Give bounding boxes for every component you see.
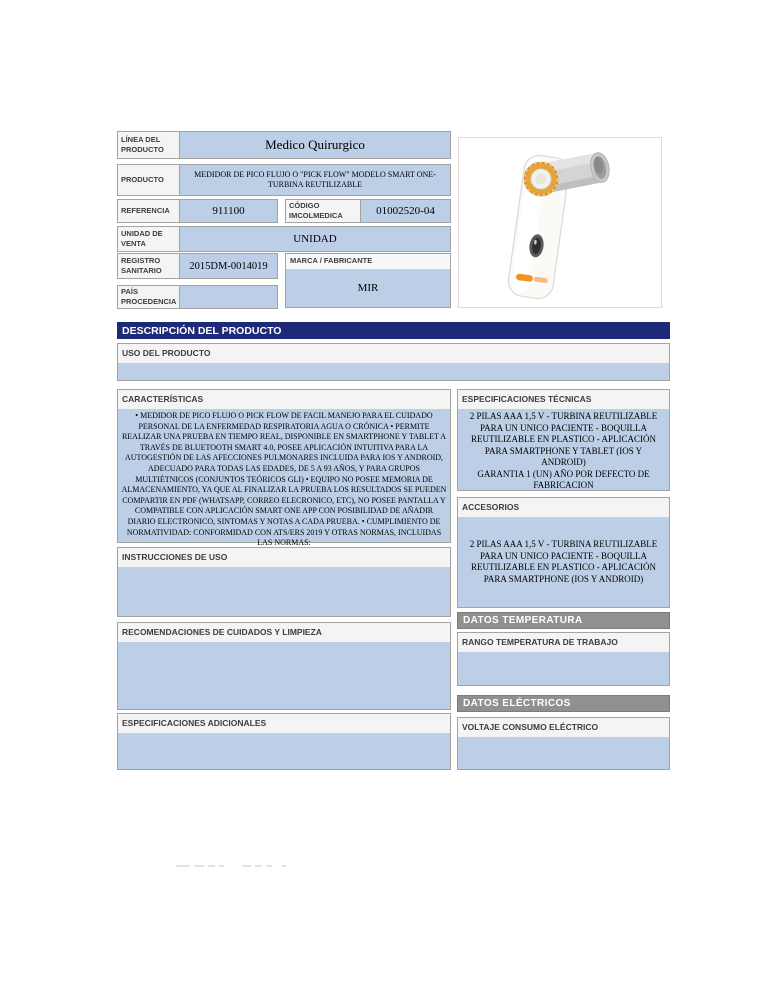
adicionales-label: ESPECIFICACIONES ADICIONALES bbox=[118, 714, 450, 733]
producto-label: PRODUCTO bbox=[118, 165, 180, 195]
adicionales-value bbox=[118, 733, 450, 769]
linea-label: LÍNEA DEL PRODUCTO bbox=[118, 132, 180, 158]
accesorios-label: ACCESORIOS bbox=[458, 498, 669, 517]
codigo-label: CÓDIGO IMCOLMEDICA bbox=[286, 200, 361, 222]
referencia-value: 911100 bbox=[212, 205, 245, 217]
datos-temperatura-bar bbox=[457, 612, 670, 629]
descripcion-header-bar bbox=[117, 322, 670, 339]
rango-temperatura-label: RANGO TEMPERATURA DE TRABAJO bbox=[458, 633, 669, 652]
table-row bbox=[117, 253, 278, 279]
uso-label: USO DEL PRODUCTO bbox=[118, 344, 669, 363]
registro-value: 2015DM-0014019 bbox=[189, 260, 268, 272]
unidad-label: UNIDAD DE VENTA bbox=[118, 227, 180, 251]
caracteristicas-section bbox=[117, 389, 451, 548]
marca-fabricante-box bbox=[285, 253, 451, 308]
unidad-value: UNIDAD bbox=[293, 233, 337, 245]
registro-label: REGISTRO SANITARIO bbox=[118, 254, 180, 278]
accesorios-section bbox=[457, 497, 670, 608]
caracteristicas-value: • MEDIDOR DE PICO FLUJO O PICK FLOW DE FACIL MANEJO PARA EL CUIDADO PERSONAL DE LA ENFERMEDAD RESPIRATORIA AGUA O CRÓNICA • PERMITE REALIZAR UNA PRUEBA EN TIEMPO REAL, DISPONIBLE EN SMARTPHONE Y TABLET A TRAVÉS DE BLUETOOTH SMART 4.0, POSEE APLICACIÓN INTUITIVA PARA LA AUTOGESTIÓN DE LAS AFECCIONES PULMONARES INCLUIDA PARA IOS Y ANDROID, ADECUADO PARA TODAS LAS EDADES, DE 5 A 93 AÑOS, Y PARA GRUPOS MULTIÉTNICOS (CONJUNTOS TEÓRICOS GLI) • EQUIPO NO POSEE MEMORIA DE ALMACENAMIENTO, YA QUE AL FINALIZAR LA PRUEBA LOS RESULTADOS SE PUEDEN COMPARTIR EN PDF (WHATSAPP, CORREO ELECRONICO, ETC), NO POSEE PANTALLA Y COMPATIBLE CON APLICACIÓN SMART ONE APP CON POSIBILIDAD DE AÑADIR DIARIO ELECTRONICO, SINTOMAS Y NOTAS A CADA PRUEBA. • CUMPLIMIENTO DE NORMATIVIDAD: CONFORMIDAD CON ATS/ERS 2019 Y OTRAS NORMAS, INCLUIDAS LAS NORMAS: bbox=[121, 411, 447, 548]
voltaje-section bbox=[457, 717, 670, 770]
spirometer-device-photo-icon bbox=[459, 138, 661, 307]
spec-sheet bbox=[117, 128, 670, 788]
voltaje-label: VOLTAJE CONSUMO ELÉCTRICO bbox=[458, 718, 669, 737]
recomendaciones-section bbox=[117, 622, 451, 710]
table-row bbox=[117, 285, 278, 309]
table-row bbox=[117, 199, 278, 223]
table-row bbox=[117, 164, 451, 196]
codigo-value: 01002520-04 bbox=[376, 205, 435, 217]
pais-label: PAÍS PROCEDENCIA bbox=[118, 286, 180, 308]
table-row bbox=[285, 199, 451, 223]
uso-section bbox=[117, 343, 670, 381]
product-photo bbox=[458, 137, 662, 308]
accesorios-value: 2 PILAS AAA 1,5 V - TURBINA REUTILIZABLE PARA UN UNICO PACIENTE - BOQUILLA REUTILIZABLE EN PLASTICO - APLICACIÓN PARA SMARTPHONE (IOS Y ANDROID) bbox=[469, 539, 658, 584]
caracteristicas-label: CARACTERÍSTICAS bbox=[118, 390, 450, 409]
instrucciones-section bbox=[117, 547, 451, 617]
instrucciones-value bbox=[118, 567, 450, 616]
datos-temperatura-title: DATOS TEMPERATURA bbox=[463, 615, 583, 626]
garantia-value: GARANTIA 1 (UN) AÑO POR DEFECTO DE FABRICACION bbox=[477, 468, 650, 490]
referencia-label: REFERENCIA bbox=[118, 200, 180, 222]
rango-temperatura-value bbox=[458, 652, 669, 685]
table-row bbox=[117, 226, 451, 252]
linea-value: Medico Quirurgico bbox=[265, 137, 365, 152]
uso-value bbox=[118, 363, 669, 380]
marca-label: MARCA / FABRICANTE bbox=[286, 254, 450, 269]
especificaciones-tecnicas-label: ESPECIFICACIONES TÉCNICAS bbox=[458, 390, 669, 409]
faint-watermark bbox=[176, 865, 286, 867]
rango-temperatura-section bbox=[457, 632, 670, 686]
instrucciones-label: INSTRUCCIONES DE USO bbox=[118, 548, 450, 567]
datos-electricos-bar bbox=[457, 695, 670, 712]
voltaje-value bbox=[458, 737, 669, 769]
datos-electricos-title: DATOS ELÉCTRICOS bbox=[463, 698, 571, 709]
descripcion-title: DESCRIPCIÓN DEL PRODUCTO bbox=[122, 324, 282, 337]
producto-value: MEDIDOR DE PICO FLUJO O "PICK FLOW" MODELO SMART ONE- TURBINA REUTILIZABLE bbox=[194, 170, 436, 189]
especificaciones-tecnicas-value: 2 PILAS AAA 1,5 V - TURBINA REUTILIZABLE PARA UN UNICO PACIENTE - BOQUILLA REUTILIZABLE EN PLASTICO - APLICACIÓN PARA SMARTPHONE Y TABLET (IOS Y ANDROID) bbox=[469, 411, 658, 467]
adicionales-section bbox=[117, 713, 451, 770]
table-row bbox=[117, 131, 451, 159]
recomendaciones-value bbox=[118, 642, 450, 709]
marca-value: MIR bbox=[357, 282, 379, 294]
recomendaciones-label: RECOMENDACIONES DE CUIDADOS Y LIMPIEZA bbox=[118, 623, 450, 642]
pais-value bbox=[180, 286, 277, 308]
especificaciones-tecnicas-section bbox=[457, 389, 670, 491]
